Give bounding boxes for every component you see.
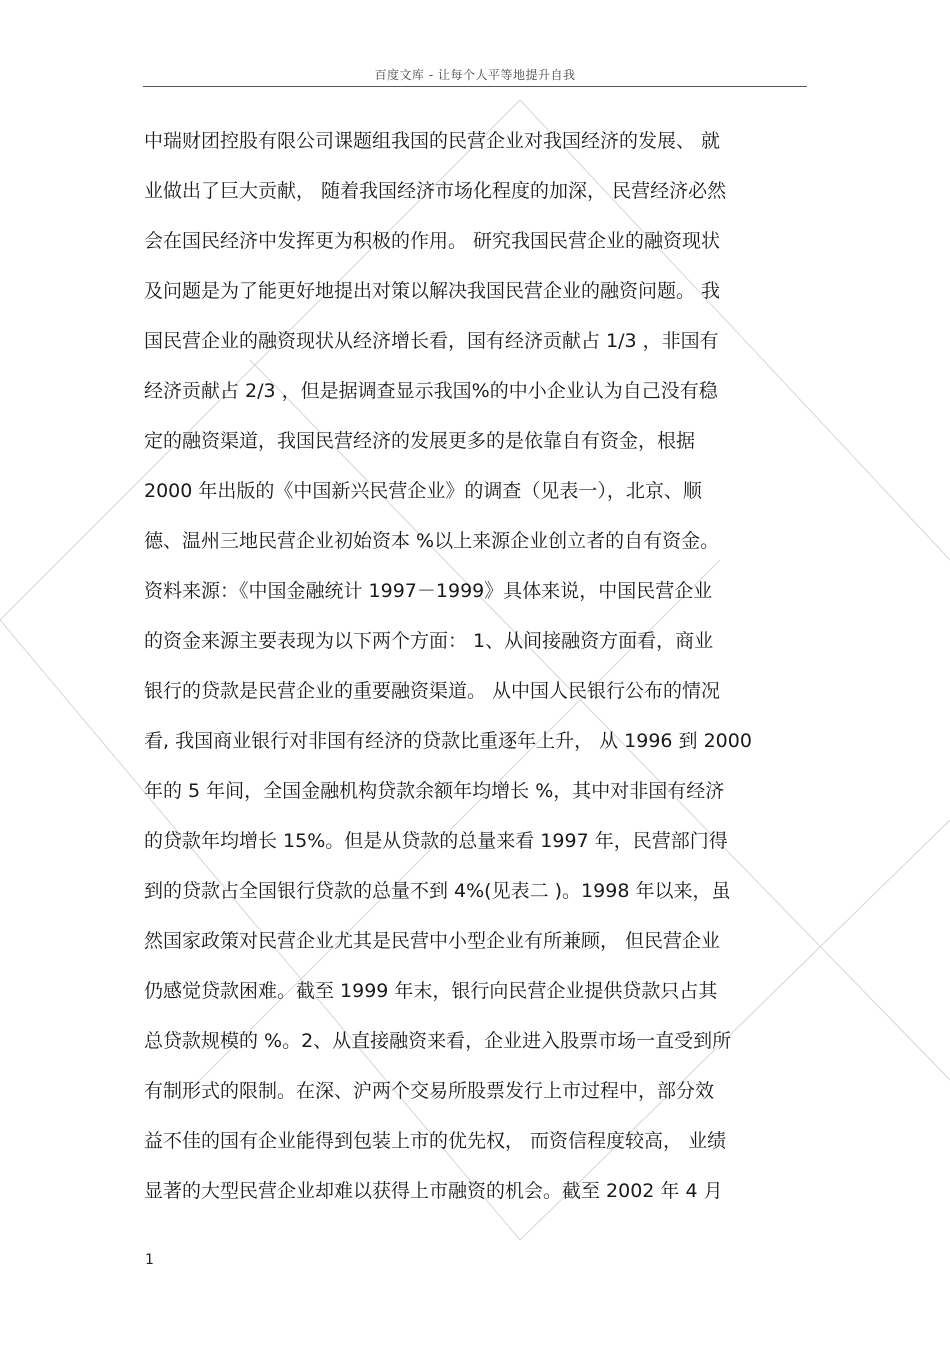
text-line: 业做出了巨大贡献， 随着我国经济市场化程度的加深， 民营经济必然 (144, 180, 727, 202)
text-line: 益不佳的国有企业能得到包装上市的优先权， 而资信程度较高， 业绩 (144, 1130, 727, 1152)
text-line: 国民营企业的融资现状从经济增长看，国有经济贡献占 1/3 ，非国有 (144, 330, 719, 352)
text-line: 德、温州三地民营企业初始资本 %以上来源企业创立者的自有资金。 (144, 530, 720, 552)
text-line: 定的融资渠道，我国民营经济的发展更多的是依靠自有资金，根据 (144, 430, 696, 452)
text-line: 2000 年出版的《中国新兴民营企业》的调查（见表一），北京、顺 (144, 480, 702, 502)
header-divider (143, 86, 807, 87)
page-number: 1 (145, 1252, 154, 1268)
text-line: 总贷款规模的 %。2、从直接融资来看，企业进入股票市场一直受到所 (144, 1030, 732, 1052)
text-line: 中瑞财团控股有限公司课题组我国的民营企业对我国经济的发展、 就 (144, 130, 721, 152)
text-line: 银行的贷款是民营企业的重要融资渠道。 从中国人民银行公布的情况 (144, 680, 721, 702)
text-line: 看, 我国商业银行对非国有经济的贷款比重逐年上升， 从 1996 到 2000 (144, 730, 752, 752)
text-line: 会在国民经济中发挥更为积极的作用。 研究我国民营企业的融资现状 (144, 230, 721, 252)
text-line: 然国家政策对民营企业尤其是民营中小型企业有所兼顾， 但民营企业 (144, 930, 721, 952)
document-body (144, 122, 816, 1222)
text-line: 仍感觉贷款困难。截至 1999 年末，银行向民营企业提供贷款只占其 (144, 980, 718, 1002)
text-line: 的贷款年均增长 15%。但是从贷款的总量来看 1997 年，民营部门得 (144, 830, 728, 852)
text-line: 及问题是为了能更好地提出对策以解决我国民营企业的融资问题。 我 (144, 280, 721, 302)
text-line: 显著的大型民营企业却难以获得上市融资的机会。截至 2002 年 4 月 (144, 1180, 723, 1202)
text-line: 经济贡献占 2/3 ，但是据调查显示我国%的中小企业认为自己没有稳 (144, 380, 718, 402)
text-line: 的资金来源主要表现为以下两个方面： 1、从间接融资方面看，商业 (144, 630, 714, 652)
text-line: 资料来源：《中国金融统计 1997－1999》具体来说，中国民营企业 (144, 580, 713, 602)
text-line: 年的 5 年间，全国金融机构贷款余额年均增长 %，其中对非国有经济 (144, 780, 725, 802)
text-line: 到的贷款占全国银行贷款的总量不到 4%(见表二 )。1998 年以来，虽 (144, 880, 731, 902)
page-header: 百度文库 - 让每个人平等地提升自我 (374, 68, 576, 82)
text-line: 有制形式的限制。在深、沪两个交易所股票发行上市过程中，部分效 (144, 1080, 715, 1102)
